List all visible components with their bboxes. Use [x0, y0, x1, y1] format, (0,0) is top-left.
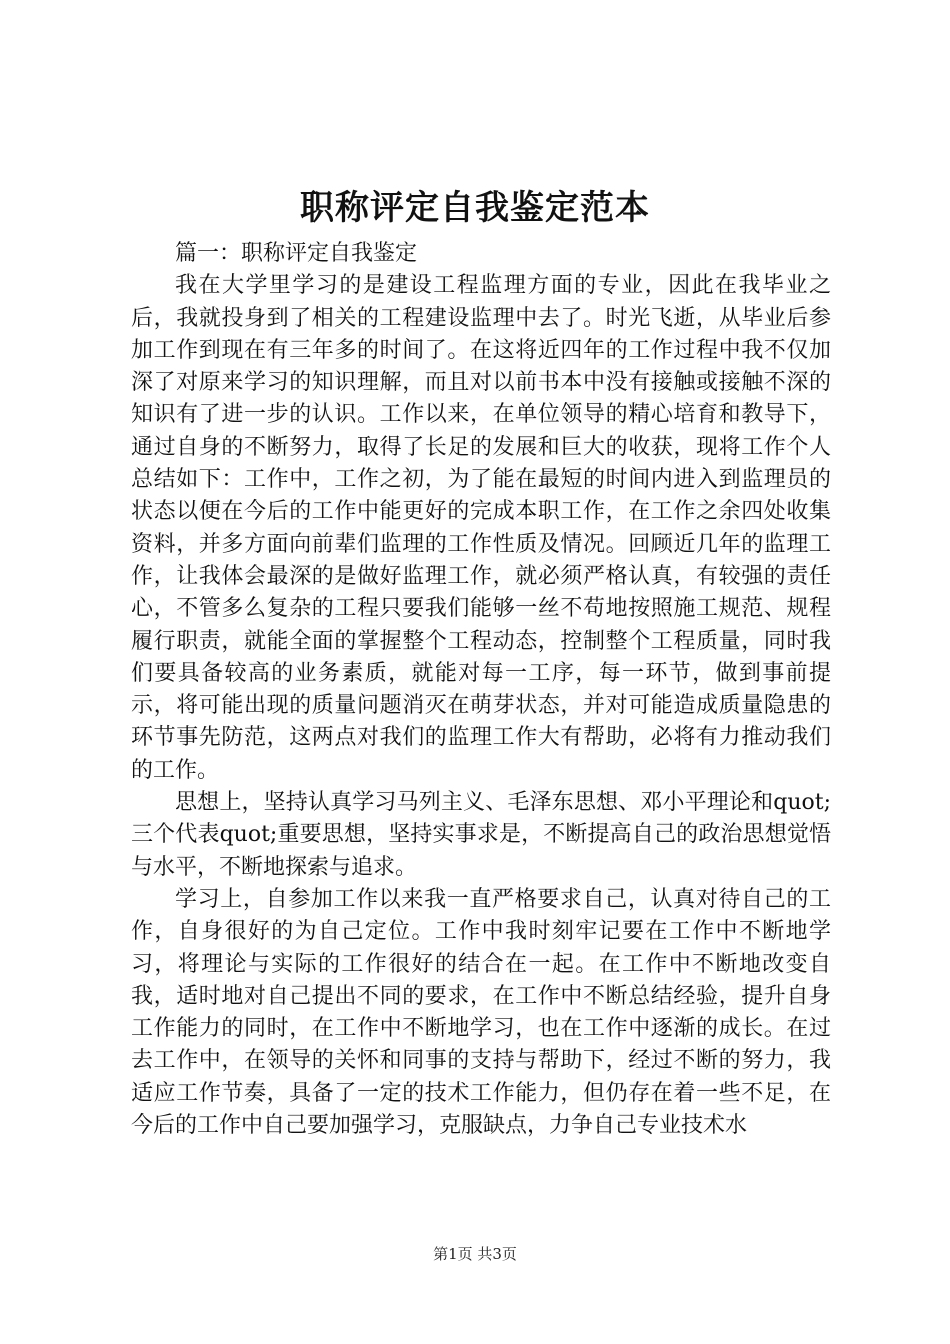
page-indicator: 第1页 共3页 — [433, 1245, 517, 1263]
document-title: 职称评定自我鉴定范本 — [300, 188, 650, 228]
paragraph-intro: 我在大学里学习的是建设工程监理方面的专业，因此在我毕业之后，我就投身到了相关的工程建设监理中去了。时光飞逝，从毕业后参加工作到现在有三年多的时间了。在这将近四年的工作过程中我不仅加深了对原来学习的知识理解，而且对以前书本中没有接触或接触不深的知识有了进一步的认识。工作以来，在单位领导的精心培育和教导下，通过自身的不断努力，取得了长足的发展和巨大的收获，现将工作个人总结如下：工作中，工作之初，为了能在最短的时间内进入到监理员的状态以便在今后的工作中能更好的完成本职工作，在工作之余四处收集资料，并多方面向前辈们监理的工作性质及情况。回顾近几年的监理工作，让我体会最深的是做好监理工作，就必须严格认真，有较强的责任心，不管多么复杂的工程只要我们能够一丝不苟地按照施工规范、规程履行职责，就能全面的掌握整个工程动态，控制整个工程质量，同时我们要具备较高的业务素质，就能对每一工序，每一环节，做到事前提示，将可能出现的质量问题消灭在萌芽状态，并对可能造成质量隐患的环节事先防范，这两点对我们的监理工作大有帮助，必将有力推动我们的工作。 — [131, 273, 831, 783]
section-heading: 篇一：职称评定自我鉴定 — [175, 241, 418, 266]
paragraph-thought: 思想上，坚持认真学习马列主义、毛泽东思想、邓小平理论和quot;三个代表quot;重要思想，坚持实事求是，不断提高自己的政治思想觉悟与水平，不断地探索与追求。 — [131, 790, 831, 880]
paragraph-study: 学习上，自参加工作以来我一直严格要求自己，认真对待自己的工作，自身很好的为自己定位。工作中我时刻牢记要在工作中不断地学习，将理论与实际的工作很好的结合在一起。在工作中不断地改变自我，适时地对自己提出不同的要求，在工作中不断总结经验，提升自身工作能力的同时，在工作中不断地学习，也在工作中逐渐的成长。在过去工作中，在领导的关怀和同事的支持与帮助下，经过不断的努力，我适应工作节奏，具备了一定的技术工作能力，但仍存在着一些不足，在今后的工作中自己要加强学习，克服缺点，力争自己专业技术水 — [131, 886, 831, 1139]
document-body — [131, 238, 831, 1142]
